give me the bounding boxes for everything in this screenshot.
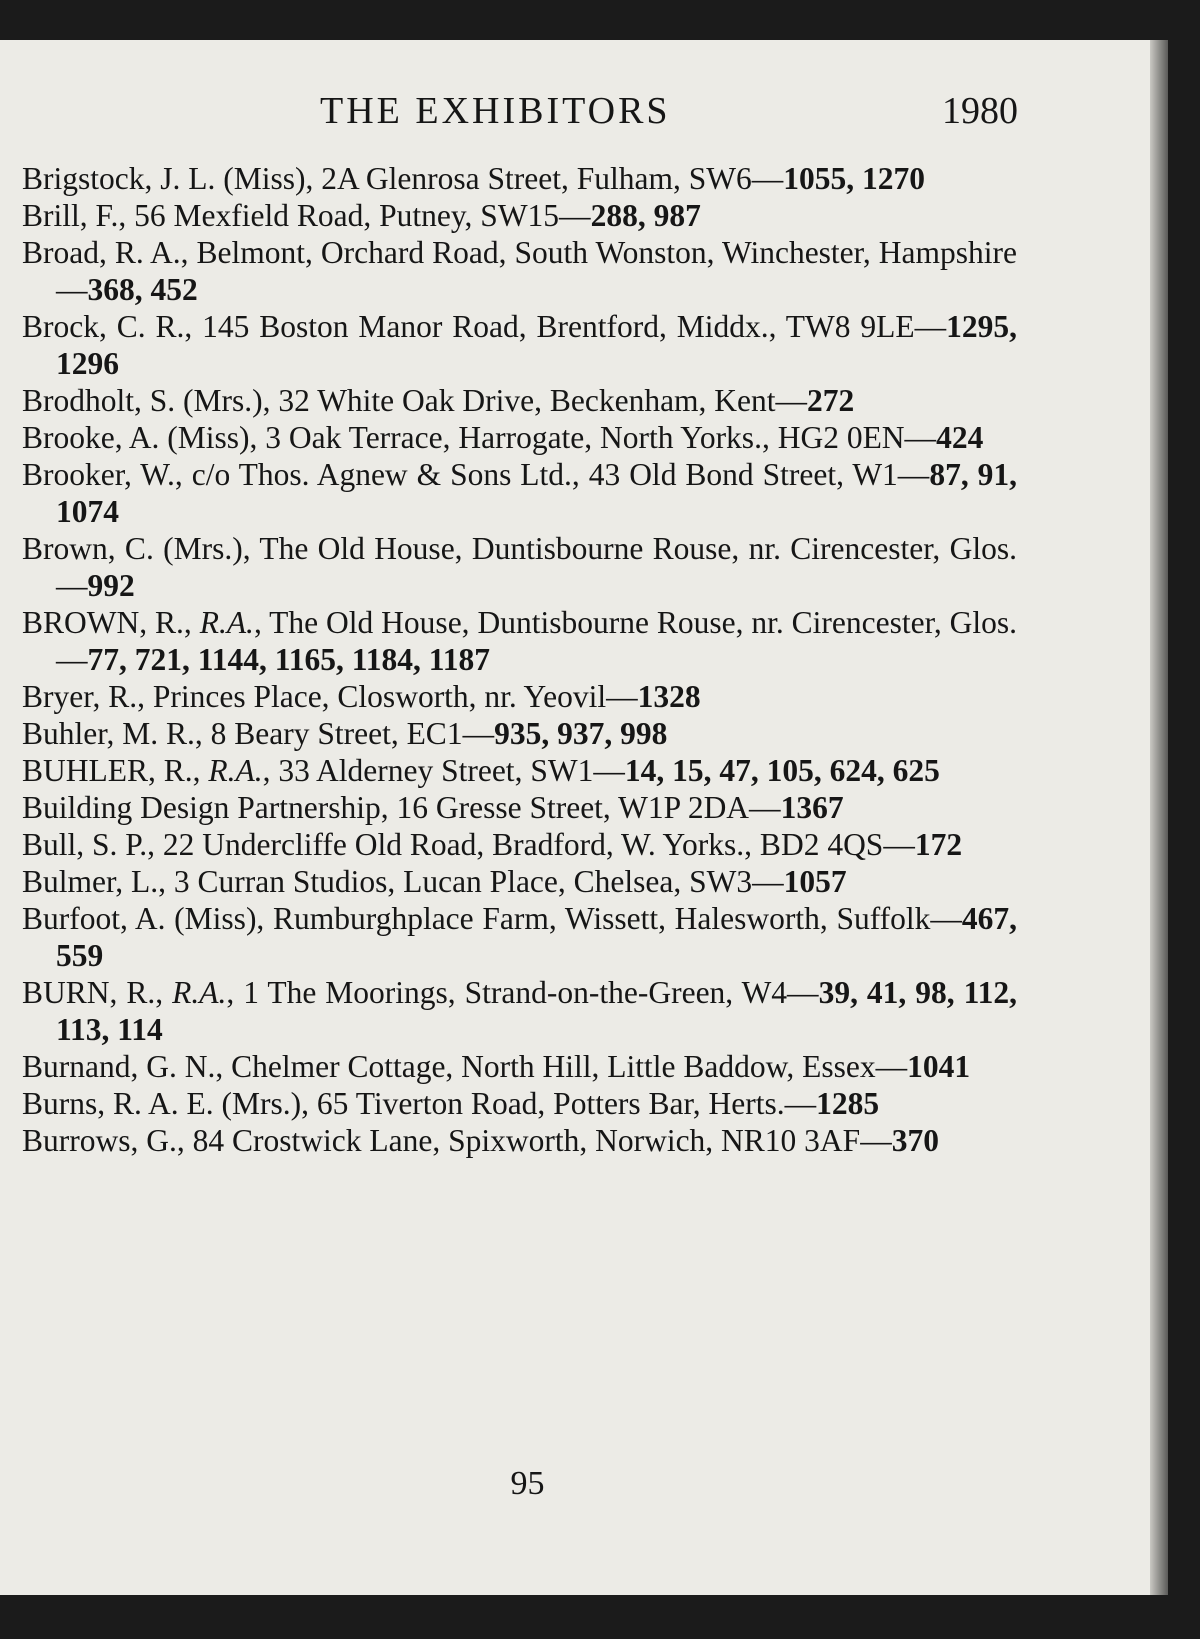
running-head-year: 1980	[942, 90, 1018, 132]
exhibitor-name: BUHLER, R.,	[22, 753, 209, 788]
catalogue-numbers: 172	[914, 827, 963, 862]
catalogue-numbers: 77, 721, 1144, 1165, 1184, 1187	[87, 642, 491, 677]
catalogue-numbers: 87, 91, 1074	[56, 457, 1018, 529]
exhibitor-entry	[22, 1085, 1017, 1122]
running-head-title: THE EXHIBITORS	[320, 90, 671, 132]
exhibitor-address: , J. L. (Miss), 2A Glenrosa Street, Fulham, SW6—	[144, 161, 784, 196]
exhibitor-name: Buhler	[22, 716, 107, 751]
catalogue-numbers: 272	[807, 383, 855, 418]
exhibitor-entry	[22, 900, 1017, 974]
exhibitor-name: Burrows	[22, 1123, 131, 1158]
exhibitor-name: Brodholt	[22, 383, 135, 418]
exhibitor-entry	[22, 308, 1017, 382]
page-number: 95	[510, 1465, 545, 1502]
exhibitor-name: BURN, R.,	[22, 975, 173, 1010]
exhibitor-address: , R., Princes Place, Closworth, nr. Yeovil—	[92, 679, 638, 714]
exhibitor-address: , A. (Miss), 3 Oak Terrace, Harrogate, North Yorks., HG2 0EN—	[114, 420, 937, 455]
exhibitor-honour: R.A.	[208, 753, 263, 788]
exhibitor-name: Bulmer	[22, 864, 116, 899]
catalogue-numbers: 424	[936, 420, 984, 455]
catalogue-numbers: 14, 15, 47, 105, 624, 625	[624, 753, 940, 788]
exhibitor-entry	[22, 974, 1017, 1048]
exhibitor-name: Burnand	[22, 1049, 131, 1084]
exhibitor-address: , C. R., 145 Boston Manor Road, Brentford, Middx., TW8 9LE—	[98, 309, 947, 344]
page-edge	[1150, 40, 1168, 1595]
catalogue-numbers: 1295, 1296	[56, 309, 1017, 381]
exhibitor-address: , 16 Gresse Street, W1P 2DA—	[380, 790, 781, 825]
exhibitor-entry	[22, 826, 1017, 863]
catalogue-numbers: 1057	[783, 864, 847, 899]
catalogue-numbers: 935, 937, 998	[494, 716, 668, 751]
exhibitor-entry	[22, 456, 1017, 530]
catalogue-numbers: 370	[891, 1123, 939, 1158]
exhibitor-name: Broad	[22, 235, 99, 270]
exhibitor-entry	[22, 234, 1017, 308]
exhibitor-honour: R.A.	[172, 975, 227, 1010]
exhibitor-name: Burns	[22, 1086, 98, 1121]
exhibitor-name: Brill	[22, 198, 80, 233]
catalogue-numbers: 288, 987	[590, 198, 701, 233]
exhibitor-name: Brock	[22, 309, 99, 344]
exhibitor-address: , The Old House, Duntisbourne Rouse, nr. Cirencester, Glos.—	[56, 605, 1017, 677]
exhibitor-address: , R. A. E. (Mrs.), 65 Tiverton Road, Potters Bar, Herts.—	[97, 1086, 817, 1121]
exhibitor-address: , M. R., 8 Beary Street, EC1—	[106, 716, 495, 751]
exhibitor-address: , G. N., Chelmer Cottage, North Hill, Little Baddow, Essex—	[130, 1049, 908, 1084]
catalogue-numbers: 992	[87, 568, 135, 603]
exhibitor-entry	[22, 530, 1017, 604]
exhibitor-name: Bull	[22, 827, 77, 862]
exhibitor-address: , F., 56 Mexfield Road, Putney, SW15—	[79, 198, 591, 233]
exhibitor-list	[22, 160, 1017, 1159]
exhibitor-entry	[22, 604, 1017, 678]
catalogue-numbers: 1055, 1270	[783, 161, 925, 196]
catalogue-numbers: 1328	[637, 679, 701, 714]
exhibitor-name: Burfoot	[22, 901, 120, 936]
exhibitor-address: , L., 3 Curran Studios, Lucan Place, Chelsea, SW3—	[115, 864, 784, 899]
exhibitor-address: , 1 The Moorings, Strand-on-the-Green, W4—	[226, 975, 819, 1010]
exhibitor-address: , S. P., 22 Undercliffe Old Road, Bradford, W. Yorks., BD2 4QS—	[76, 827, 915, 862]
exhibitor-entry	[22, 197, 1017, 234]
exhibitor-entry	[22, 160, 1017, 197]
exhibitor-address: , R. A., Belmont, Orchard Road, South Wonston, Winchester, Hampshire—	[56, 235, 1017, 307]
exhibitor-address: , W., c/o Thos. Agnew & Sons Ltd., 43 Old Bond Street, W1—	[123, 457, 930, 492]
exhibitor-name: Building Design Partnership	[22, 790, 381, 825]
exhibitor-address: , C. (Mrs.), The Old House, Duntisbourne Rouse, nr. Cirencester, Glos.—	[56, 531, 1017, 603]
exhibitor-entry	[22, 1122, 1017, 1159]
catalogue-numbers: 1041	[907, 1049, 971, 1084]
exhibitor-entry	[22, 678, 1017, 715]
catalogue-numbers: 39, 41, 98, 112, 113, 114	[56, 975, 1017, 1047]
exhibitor-name: Bryer	[22, 679, 93, 714]
running-header	[0, 89, 1150, 139]
catalogue-numbers: 1285	[816, 1086, 880, 1121]
exhibitor-address: , 33 Alderney Street, SW1—	[262, 753, 625, 788]
exhibitor-address: , G., 84 Crostwick Lane, Spixworth, Norwich, NR10 3AF—	[130, 1123, 892, 1158]
catalogue-numbers: 467, 559	[56, 901, 1017, 973]
exhibitor-name: Brown	[22, 531, 108, 566]
catalogue-numbers: 1367	[780, 790, 844, 825]
exhibitor-entry	[22, 752, 1017, 789]
exhibitor-entry	[22, 715, 1017, 752]
exhibitor-address: , S. (Mrs.), 32 White Oak Drive, Beckenham, Kent—	[134, 383, 808, 418]
exhibitor-entry	[22, 789, 1017, 826]
exhibitor-name: Brooke	[22, 420, 115, 455]
exhibitor-address: , A. (Miss), Rumburghplace Farm, Wissett, Halesworth, Suffolk—	[120, 901, 962, 936]
exhibitor-entry	[22, 419, 1017, 456]
exhibitor-name: BROWN, R.,	[22, 605, 200, 640]
exhibitor-name: Brooker	[22, 457, 124, 492]
exhibitor-name: Brigstock	[22, 161, 145, 196]
exhibitor-entry	[22, 1048, 1017, 1085]
exhibitor-honour: R.A.	[199, 605, 254, 640]
exhibitor-entry	[22, 863, 1017, 900]
catalogue-numbers: 368, 452	[87, 272, 198, 307]
exhibitor-entry	[22, 382, 1017, 419]
